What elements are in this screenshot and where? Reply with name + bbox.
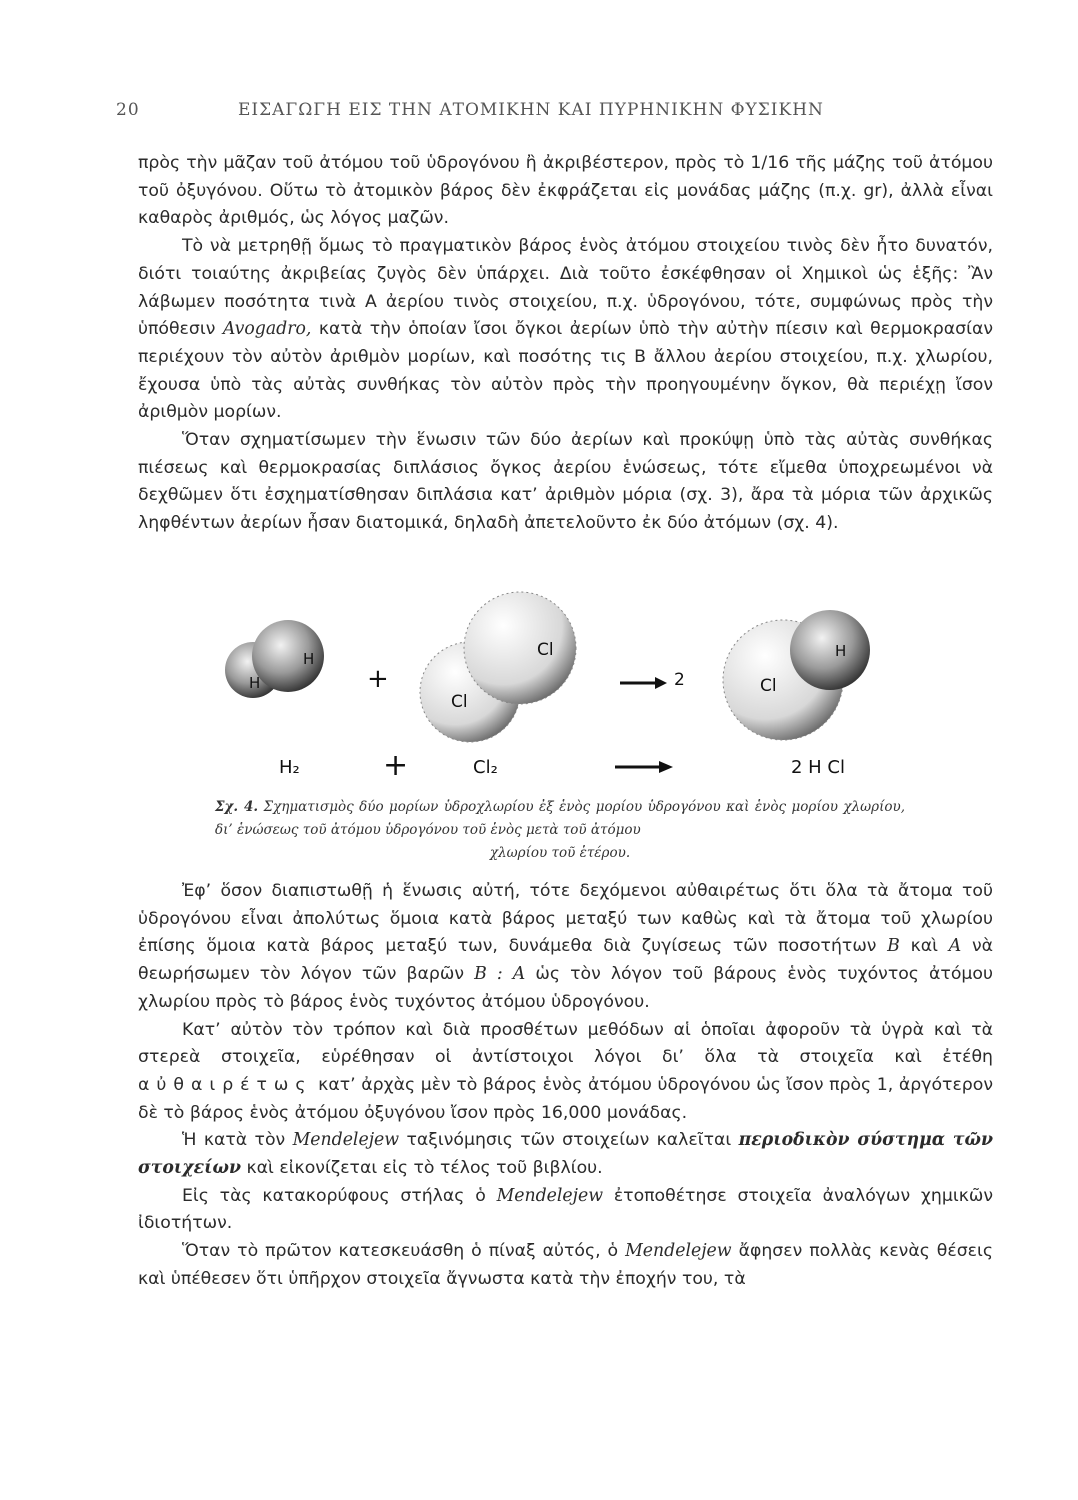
paragraph-8 <box>138 1238 993 1293</box>
plus-sign: + <box>367 664 389 694</box>
page-number: 20 <box>116 100 140 120</box>
atom-label: H <box>835 642 847 660</box>
formula-plus: + <box>383 748 409 783</box>
atom-label: Cl <box>537 640 554 660</box>
paragraph-4-text-a: Ἐφ’ ὅσον διαπιστωθῇ ἡ ἕνωσις αὐτή, τότε δεχόμενοι αὐθαιρέτως ὅτι ὅλα τὰ ἄτομα τοῦ ὑδρογόνου εἶναι ἀπολύτως ὅμοια κατὰ βάρος μεταξύ των καθὼς καὶ τὰ ἄτομα τοῦ χλωρίου ἐπίσης ὅμοια κατὰ βάρος μεταξύ των, δυνάμεθα διὰ ζυγίσεως τῶν ποσοτήτων <box>138 881 993 957</box>
paragraph-6 <box>138 1127 993 1182</box>
paragraph-7 <box>138 1183 993 1238</box>
mendelejew-name: Mendelejew <box>292 1130 400 1151</box>
paragraph-3: Ὅταν σχηματίσωμεν τὴν ἕνωσιν τῶν δύο ἀερίων καὶ προκύψῃ ὑπὸ τὰς αὐτὰς συνθήκας πιέσεως καὶ θερμοκρασίας διπλάσιος ὄγκος ἀερίου ἑνώσεως, τότε εἴμεθα ὑποχρεωμένοι νὰ δεχθῶμεν ὅτι ἐσχηματίσθησαν διπλάσια κατ’ ἀριθμὸν μόρια (σχ. 3), ἄρα τὰ μόρια τῶν ἀρχικῶς ληφθέντων ἀερίων ἦσαν διατομικά, δηλαδὴ ἀπετελοῦντο ἐκ δύο ἀτόμων (σχ. 4). <box>138 430 993 534</box>
paragraph-7-text-b: ἐτοποθέτησε στοιχεῖα ἀναλόγων χημικῶν ἰδιοτήτων. <box>138 1185 994 1234</box>
figure-caption <box>215 796 905 865</box>
paragraph-2-text-b: κατὰ τὴν ὁποίαν ἴσοι ὄγκοι ἀερίων ὑπὸ τὴν αὐτὴν πίεσιν καὶ θερμοκρασίαν περιέχουν τὸν αὐτὸν ἀριθμὸν μορίων, καὶ ποσότης τις Β ἄλλου ἀερίου στοιχείου, π.χ. χλωρίου, ἔχουσα ὑπὸ τὰς αὐτὰς συνθήκας τὸν αὐτὸν πρὸς τὴν προηγουμένην ὄγκον, θὰ περιέχῃ ἴσον ἀριθμὸν μορίων. <box>138 319 993 423</box>
atom-label: Cl <box>451 692 468 712</box>
paragraph-8-text-b: ἄφησεν πολλὰς κενὰς θέσεις καὶ ὑπέθεσεν ὅτι ὑπῆρχον στοιχεῖα ἄγνωστα κατὰ τὴν ἐποχήν του, τὰ <box>138 1241 994 1289</box>
caption-last-line: χλωρίου τοῦ ἑτέρου. <box>489 845 631 861</box>
formula-h2: H₂ <box>279 757 300 778</box>
atom-label: H <box>303 650 315 668</box>
molecule-diagram <box>215 570 915 785</box>
caption-label: Σχ. 4. <box>215 799 259 815</box>
atom-label: Cl <box>760 676 777 696</box>
formula-cl2: Cl₂ <box>473 757 498 778</box>
hydrogen-atom <box>790 610 870 690</box>
paragraph-4-and: καὶ <box>910 936 939 957</box>
atom-label: H <box>249 674 261 692</box>
spaced-word: αὐθαιρέτως <box>138 1074 313 1095</box>
paragraph-5 <box>138 1017 993 1128</box>
paragraph-2 <box>138 233 993 427</box>
mendelejew-name: Mendelejew <box>625 1241 732 1262</box>
paragraph-6-text-b: ταξινόμησις τῶν στοιχείων καλεῖται <box>406 1130 732 1151</box>
figure-4 <box>215 570 915 785</box>
quantity-a: A <box>948 936 962 957</box>
paragraph-5-text-b: κατ’ ἀρχὰς μὲν τὸ βάρος ἑνὸς ἀτόμου ὑδρογόνου ὡς ἴσον πρὸς 1, ἀργότερον δὲ τὸ βάρος ἑνὸς ἀτόμου ὀξυγόνου ἴσον πρὸς 16,000 μονάδας. <box>138 1074 993 1123</box>
ratio-b-a: B : A <box>474 964 526 985</box>
text-block-bottom <box>138 878 993 1294</box>
paragraph-6-text-a: Ἡ κατὰ τὸν <box>182 1130 286 1151</box>
text-block-top <box>138 150 993 538</box>
paragraph-4-text-c: ὡς τὸν λόγον τοῦ βάρους ἑνὸς τυχόντος ἀτόμου χλωρίου πρὸς τὸ βάρος ἑνὸς τυχόντος ἀτόμου ὑδρογόνου. <box>138 964 993 1012</box>
paragraph-8-text-a: Ὅταν τὸ πρῶτον κατεσκευάσθη ὁ πίναξ αὐτός, ὁ <box>182 1241 619 1262</box>
reaction-arrowhead-top <box>655 677 667 689</box>
paragraph-4 <box>138 878 993 1017</box>
paragraph-1: πρὸς τὴν μᾶζαν τοῦ ἀτόμου τοῦ ὑδρογόνου ἢ ἀκριβέστερον, πρὸς τὸ 1/16 τῆς μάζης τοῦ ἀτόμου τοῦ ὀξυγόνου. Οὕτω τὸ ἀτομικὸν βάρος δὲν ἐκφράζεται εἰς μονάδας μάζης (π.χ. gr), ἀλλὰ εἶναι καθαρὸς ἀριθμός, ὡς λόγος μαζῶν. <box>138 153 993 229</box>
paragraph-5-text-a: Κατ’ αὐτὸν τὸν τρόπον καὶ διὰ προσθέτων μεθόδων αἱ ὁποῖαι ἀφοροῦν τὰ ὑγρὰ καὶ τὰ στερεὰ στοιχεῖα, εὑρέθησαν οἱ ἀντίστοιχοι λόγοι δι’ ὅλα τὰ στοιχεῖα καὶ ἐτέθη <box>138 1019 993 1068</box>
avogadro-name: Avogadro, <box>222 319 312 340</box>
formula-hcl: 2 H Cl <box>791 757 845 778</box>
periodic-system-term: περιοδικὸν σύστημα τῶν στοιχείων <box>138 1130 994 1179</box>
paragraph-4-text-b: νὰ θεωρήσωμεν τὸν λόγον τῶν βαρῶν <box>138 936 993 985</box>
paragraph-7-text-a: Εἰς τὰς κατακορύφους στήλας ὁ <box>182 1185 486 1206</box>
paragraph-2-text-a: Τὸ νὰ μετρηθῇ ὅμως τὸ πραγματικὸν βάρος ἑνὸς ἀτόμου στοιχείου τινὸς δὲν ἦτο δυνατόν, διότι τοιαύτης ἀκριβείας ζυγὸς δὲν ὑπάρχει. Διὰ τοῦτο ἐσκέφθησαν οἱ Χημικοὶ ὡς ἑξῆς: Ἂν λάβωμεν ποσότητα τινὰ Α ἀερίου τινὸς στοιχείου, π.χ. ὑδρογόνου, τότε, συμφώνως πρὸς τὴν ὑπόθεσιν <box>138 236 993 340</box>
reaction-arrowhead-bottom <box>659 761 673 773</box>
caption-text: Σχηματισμὸς δύο μορίων ὑδροχλωρίου ἐξ ἑνὸς μορίου ὑδρογόνου καὶ ἑνὸς μορίου χλωρίου, δι’ ἑνώσεως τοῦ ἀτόμου ὑδρογόνου τοῦ ἑνὸς μετὰ τοῦ ἀτόμου <box>215 799 905 838</box>
stoichiometric-coefficient: 2 <box>674 670 685 690</box>
chlorine-atom <box>464 592 576 704</box>
paragraph-6-text-c: καὶ εἰκονίζεται εἰς τὸ τέλος τοῦ βιβλίου. <box>246 1158 603 1179</box>
running-title: ΕΙΣΑΓΩΓΗ ΕΙΣ ΤΗΝ ΑΤΟΜΙΚΗΝ ΚΑΙ ΠΥΡΗΝΙΚΗΝ ΦΥΣΙΚΗΝ <box>238 100 824 120</box>
mendelejew-name: Mendelejew <box>496 1185 604 1206</box>
quantity-b: B <box>887 936 900 957</box>
